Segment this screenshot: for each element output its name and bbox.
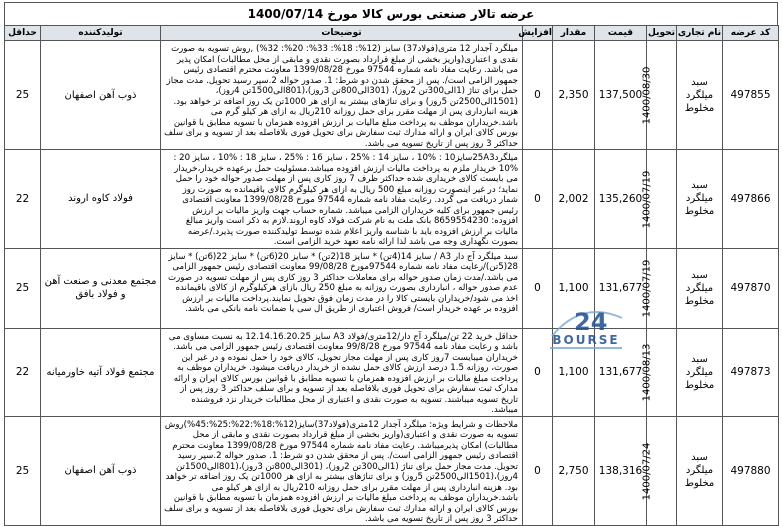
delivery-date: [641, 41, 677, 150]
description: ملاحظات و شرایط ویژه: میلگرد آجدار 12متری(فولاد37)سایز(12%:18%:22%:25%:45%)روش تسویه به صورت نقدی و اعتباری(واریز بخشی از مبلغ قرارداد بصورت نقدی و مابقی از محل مطالبات) امکان پذیرمیباشد. رعایت مفاد نامه شماره 97544 مورخ 1399/08/28 معاونت محترم اقتصادی رئیس جمهور الزامی است/. پس از محقق شدن دو شرط: 1. صدور حواله 2.سپر رسید تحویل. مدت مجاز حمل برای تناژ (1الی300تن 2روز)، (301الی800تن 3روز)،(801الی1500تن 4روز)،(1501الی2500تن 5روز) و برای تناژهای بیشتر به ازای هر 1000تن یک روز اضافه تر خواهد بود. هزینه انبارداری پس از مهلت مقرر برای حمل روزانه 210ریال به ازای هر کیلو می باشد.خریداران موظف به پرداخت مبلغ مالیات بر ارزش افزوده همزمان با تسویه مطابق با قوانین بورس کالای ایران و ارائه مدارك ثبت سفارش برای تحویل فوری بلافاصله بعد از تسویه و برای سلف حداکثر 3 روز پس از تاریخ تسویه می باشد.: [161, 416, 523, 525]
col-delivery: تحویل: [647, 26, 677, 41]
delivery-date-text: 1400/08/13: [641, 343, 653, 402]
quantity: 2,350: [553, 41, 595, 150]
price: 137,500: [595, 41, 647, 150]
delivery-date-text: 1400/07/19: [641, 259, 653, 318]
col-product: نام تجاری: [677, 26, 723, 41]
col-code: کد عرضه: [723, 26, 779, 41]
price: 131,677: [595, 248, 647, 328]
offer-code: 497866: [723, 150, 779, 249]
increase: 0: [523, 248, 553, 328]
description: سبد میلگرد آج دار A3 / سایز 14(4تن) * سایز 18(2تن) * سایز 20(6تن) * سایز 22(6تن) * سایز 28(5تن)/رعایت مفاد نامه شماره 97544مورخ 99/08/28 معاونت اقتصادی رئیس جمهور الزامی می باشد./مدت زمان صدور حواله برای معاملات حداکثر 3 روز کاری پس از مهلت تسویه در صورت عدم صدور حواله ، انبارداری بصورت روزانه به مبلغ 250 ریال بازای هرکیلوگرم از کالای باقیمانده اخذ می شود/خریداران بایستی کالا را در مدت زمان فوق تحویل نمایند.پرداخت مالیات بر ارزش افزوده بر عهده خریدار است/ فروش اعتباری از طریق ال سی یا ضمانت نامه بانکی می باشد.: [161, 248, 523, 328]
col-description: توضیحات: [161, 26, 523, 41]
logo-underline: [550, 347, 622, 349]
description: حداقل خرید 22 تن/میلگرد آج دار/12متری/فولاد A3 سایز 12.14.16.20.25 به نسبت مساوی می باشد و رعایت مفاد نامه 97544 مورخ 99/8/28 معاونت اقتصادی رئیس جمهور الزامی می باشد. خریداران میبایست 7روز کاری پس از مهلت مجاز تحویل، کالای خود را حمل نموده و در غیر این صورت، روزانه 1.5 درصد ارزش کالای حمل نشده از خریدار دریافت میشود. خریداران موظف به پرداخت مبلغ مالیات بر ارزش افزوده همزمان با تسویه مطابق با قوانین بورس کالای ایران و ارائه مدارک ثبت سفارش برای تحویل فوری بلافاصله بعد از تسویه و برای سلف حداکثر 3 روز پس از تاریخ تسویه میباشند. تسویه به صورت نقدی و اعتباری از محل مطالبات خریدار نزد فروشنده میباشد.: [161, 328, 523, 416]
min-purchase: 22: [5, 328, 41, 416]
product-name: سبد میلگرد مخلوط: [677, 150, 723, 249]
delivery-date: [641, 150, 677, 249]
price: 138,316: [595, 416, 647, 525]
min-purchase: 25: [5, 41, 41, 150]
product-name: سبد میلگرد مخلوط: [677, 41, 723, 150]
col-increase: افزایش: [523, 26, 553, 41]
offer-code: 497870: [723, 248, 779, 328]
quantity: 1,100: [553, 328, 595, 416]
description: میلگرد آجدار 12 متری(فولاد37) سایز (12%: 18%: 33%: 20%: 32%) ,روش تسویه به صورت نقدی و اعتباری(واریز بخشی از مبلغ قرارداد بصورت نقدی و مابقی از محل مطالبات) امکان پذیر می باشد. رعایت مفاد نامه شماره 97544 مورخ 1399/08/28 معاونت محترم اقتصادی رئیس جمهور الزامی است/. پس از محقق شدن دو شرط: 1. صدور حواله 2.سپر رسید تحویل. مدت مجاز حمل برای تناژ (1الی300تن 2روز)، (301الی800تن 3روز)،(801الی1500تن 4روز)،(1501الی2500تن 5روز) و برای تناژهای بیشتر به ازای هر 1000تن یک روز اضافه تر خواهد بود. هزینه انبارداری پس از مهلت مقرر برای حمل روزانه 210ریال به ازای هر کیلو گرم می باشد.خریداران موظف به پرداخت مبلغ مالیات بر ارزش افزوده همزمان با تسویه مطابق با قوانین بورس کالای ایران و ارائه مدارك ثبت سفارش برای تحویل فوری بلافاصله بعد از تسویه و برای سلف حداکثر 3 روز پس از تاریخ تسویه می باشد.: [161, 41, 523, 150]
logo-text: BOURSE: [552, 333, 620, 347]
delivery-date-text: 1400/07/19: [641, 170, 653, 229]
col-price: قیمت: [595, 26, 647, 41]
increase: 0: [523, 150, 553, 249]
producer: ذوب آهن اصفهان: [41, 41, 161, 150]
increase: 0: [523, 416, 553, 525]
logo-numeral: 24: [574, 308, 608, 336]
offer-sheet: [4, 2, 778, 524]
min-purchase: 25: [5, 416, 41, 525]
product-name: سبد میلگرد مخلوط: [677, 328, 723, 416]
product-name: سبد میلگرد مخلوط: [677, 248, 723, 328]
col-quantity: مقدار: [553, 26, 595, 41]
header-row: [5, 26, 779, 41]
delivery-date-text: 1400/08/30: [641, 66, 653, 125]
table-row: [5, 328, 779, 416]
table-row: [5, 150, 779, 249]
offer-code: 497880: [723, 416, 779, 525]
offer-code: 497873: [723, 328, 779, 416]
delivery-date-text: 1400/07/24: [641, 442, 653, 500]
bourse-logo: [522, 296, 650, 352]
delivery-date: [641, 328, 677, 416]
producer: ذوب آهن اصفهان: [41, 416, 161, 525]
delivery-date: [641, 248, 677, 328]
price: 135,260: [595, 150, 647, 249]
description: میلگرد25A3سایز10 : %10 ، سایز 14 : %25 ، سایز 16 : %25 ، سایز 18 : %10 ، سایز 20 : %10 خریدار ملزم به پرداخت مالیات ارزش افزوده میباشد.مسئولیت حمل برعهده خریدار،خریدار می بایست کالای خریداری شده حداکثر ظرف 7 روز کاری پس از مهلت صدور حواله خود را حمل نماید؛ در غیر اینصورت روزانه مبلغ 500 ریال به ازای هر کیلوگرم کالای باقیمانده به صورت روز شمار دریافت می گردد. رعایت مفاد نامه شماره 97544 مورخ 1399/08/28 معاونت اقتصادی رئیس جمهور برای کلیه خریداران الزامی میباشد. شماره حساب جهت واریز مالیات بر ارزش افزوده: 8659554230 بانک ملت به نام شرکت فولاد کاوه اروند.لازم به ذکر است واریز مبالغ مالیات بر ارزش افزوده باید با شناسه واریز اعلام شده توسط تولیدکننده صورت پذیرد./عرضه بصورت نگهداری وجه می باشد لذا ارائه نامه تعهد خرید الزامی است.: [161, 150, 523, 249]
product-name: سبد میلگرد مخلوط: [677, 416, 723, 525]
col-producer: تولیدکننده: [41, 26, 161, 41]
min-purchase: 25: [5, 248, 41, 328]
table-row: [5, 416, 779, 525]
producer: مجتمع معدنی و صنعت آهن و فولاد بافق: [41, 248, 161, 328]
quantity: 2,002: [553, 150, 595, 249]
min-purchase: 22: [5, 150, 41, 249]
offers-table: [4, 25, 779, 526]
table-row: [5, 248, 779, 328]
table-row: [5, 41, 779, 150]
offer-code: 497855: [723, 41, 779, 150]
sheet-title: عرضه تالار صنعتی بورس کالا مورخ 1400/07/14: [4, 2, 778, 25]
col-max: حداقل: [5, 26, 41, 41]
increase: 0: [523, 41, 553, 150]
producer: فولاد کاوه اروند: [41, 150, 161, 249]
producer: مجتمع فولاد آتیه خاورمیانه: [41, 328, 161, 416]
delivery-date: [641, 416, 677, 525]
increase: 0: [523, 328, 553, 416]
quantity: 1,100: [553, 248, 595, 328]
quantity: 2,750: [553, 416, 595, 525]
price: 131,677: [595, 328, 647, 416]
